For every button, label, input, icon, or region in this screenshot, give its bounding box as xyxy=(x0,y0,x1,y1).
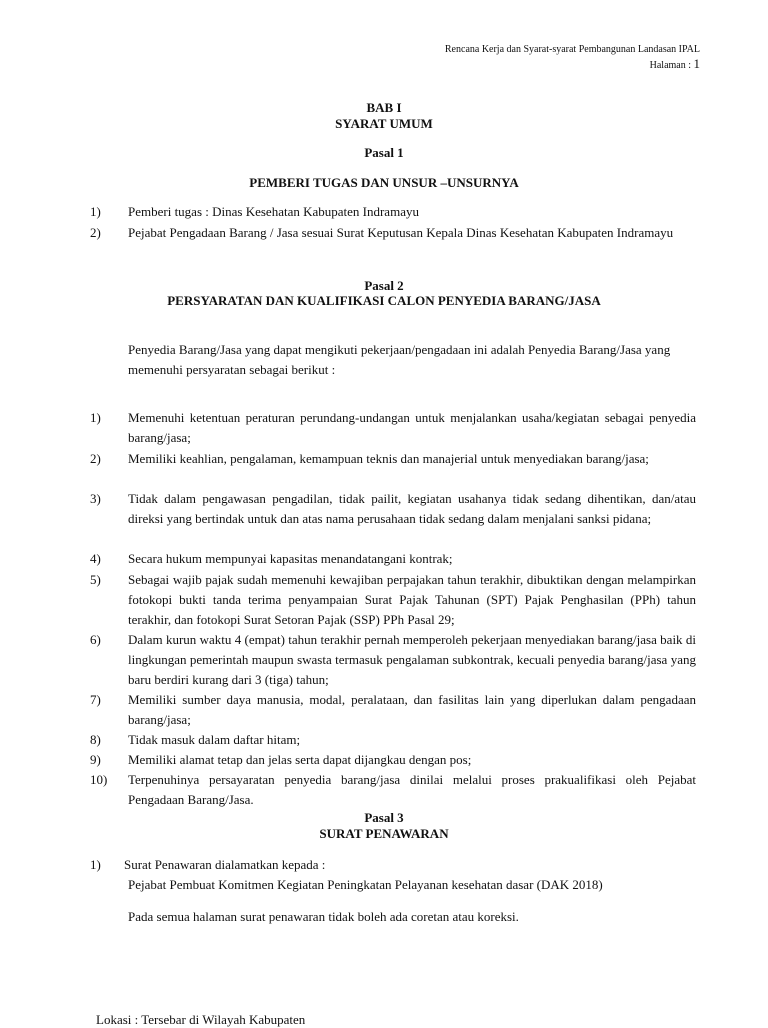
list-text: Secara hukum mempunyai kapasitas menandatangani kontrak; xyxy=(128,551,453,566)
addressee: Pejabat Pembuat Komitmen Kegiatan Peningkatan Pelayanan kesehatan dasar (DAK 2018) xyxy=(128,877,603,892)
pasal-2-label: Pasal 2 xyxy=(364,278,404,293)
list-number: 9) xyxy=(90,752,101,767)
list-item xyxy=(90,570,696,630)
list-item xyxy=(90,730,696,750)
list-item xyxy=(90,489,696,529)
list-number: 1) xyxy=(90,857,101,872)
list-item xyxy=(90,408,696,448)
list-text: Surat Penawaran dialamatkan kepada : xyxy=(124,857,326,872)
page-indicator xyxy=(650,56,700,72)
pasal-3-title: SURAT PENAWARAN xyxy=(319,826,449,841)
pasal-3-label: Pasal 3 xyxy=(364,810,404,825)
pasal-1-label: Pasal 1 xyxy=(364,145,404,160)
list-text: Tidak dalam pengawasan pengadilan, tidak pailit, kegiatan usahanya tidak sedang dihentikan, dan/atau direksi yang bertindak untuk dan atas nama perusahaan tidak sedang dalam menjalani sanksi pidana; xyxy=(128,491,696,526)
list-item xyxy=(90,449,696,469)
page-label: Halaman : xyxy=(649,60,694,71)
pasal-1-title: PEMBERI TUGAS DAN UNSUR –UNSURNYA xyxy=(249,175,519,190)
pasal-3-note: Pada semua halaman surat penawaran tidak boleh ada coretan atau koreksi. xyxy=(128,909,519,924)
pasal-2-intro: Penyedia Barang/Jasa yang dapat mengikuti pekerjaan/pengadaan ini adalah Penyedia Barang/Jasa yang memenuhi persyaratan sebagai berikut : xyxy=(128,342,671,377)
list-number: 4) xyxy=(90,551,101,566)
list-item xyxy=(90,223,696,243)
list-text: Memiliki keahlian, pengalaman, kemampuan teknis dan manajerial untuk menyediakan barang/jasa; xyxy=(128,451,649,466)
list-number: 6) xyxy=(90,632,101,647)
list-item xyxy=(90,750,696,770)
list-text: Terpenuhinya persayaratan penyedia barang/jasa dinilai melalui proses prakualifikasi oleh Pejabat Pengadaan Barang/Jasa. xyxy=(128,772,696,807)
list-text: Pemberi tugas : Dinas Kesehatan Kabupaten Indramayu xyxy=(128,204,419,219)
list-text: Tidak masuk dalam daftar hitam; xyxy=(128,732,301,747)
list-number: 2) xyxy=(90,451,101,466)
list-number: 3) xyxy=(90,491,101,506)
list-text: Memenuhi ketentuan peraturan perundang-undangan untuk menjalankan usaha/kegiatan sebagai penyedia barang/jasa; xyxy=(128,410,696,445)
list-number: 5) xyxy=(90,572,101,587)
chapter-number: BAB I xyxy=(366,100,402,115)
list-number: 7) xyxy=(90,692,101,707)
pasal-2-title: PERSYARATAN DAN KUALIFIKASI CALON PENYEDIA BARANG/JASA xyxy=(167,293,601,308)
list-number: 1) xyxy=(90,204,101,219)
list-number: 2) xyxy=(90,225,101,240)
list-item xyxy=(90,630,696,690)
list-item xyxy=(90,690,696,730)
list-text: Memiliki alamat tetap dan jelas serta dapat dijangkau dengan pos; xyxy=(128,752,472,767)
list-item xyxy=(90,855,696,875)
header-title: Rencana Kerja dan Syarat-syarat Pembangunan Landasan IPAL xyxy=(444,44,700,55)
list-number: 1) xyxy=(90,410,101,425)
list-item xyxy=(90,770,696,810)
footer-location: Lokasi : Tersebar di Wilayah Kabupaten xyxy=(96,1012,306,1027)
list-text: Memiliki sumber daya manusia, modal, peralataan, dan fasilitas lain yang diperlukan dalam pengadaan barang/jasa; xyxy=(128,692,696,727)
list-item xyxy=(90,549,696,569)
list-text: Sebagai wajib pajak sudah memenuhi kewajiban perpajakan tahun terakhir, dibuktikan dengan melampirkan fotokopi bukti tanda terima penyampaian Surat Pajak Tahunan (SPT) Pajak Penghasilan (PPh) tahun terakhir, dan fotokopi Surat Setoran Pajak (SSP) PPh Pasal 29; xyxy=(128,572,696,627)
list-number: 8) xyxy=(90,732,101,747)
chapter-title: SYARAT UMUM xyxy=(335,116,433,131)
list-item xyxy=(90,202,696,222)
page-number: 1 xyxy=(693,56,700,71)
list-text: Dalam kurun waktu 4 (empat) tahun terakhir pernah memperoleh pekerjaan menyediakan barang/jasa baik di lingkungan pemerintah maupun swasta termasuk pengalaman subkontrak, kecuali penyedia barang/jasa yang baru berdiri kurang dari 3 (tiga) tahun; xyxy=(128,632,696,687)
running-header xyxy=(445,44,700,55)
list-text: Pejabat Pengadaan Barang / Jasa sesuai Surat Keputusan Kepala Dinas Kesehatan Kabupaten Indramayu xyxy=(128,225,674,240)
list-number: 10) xyxy=(90,772,108,787)
